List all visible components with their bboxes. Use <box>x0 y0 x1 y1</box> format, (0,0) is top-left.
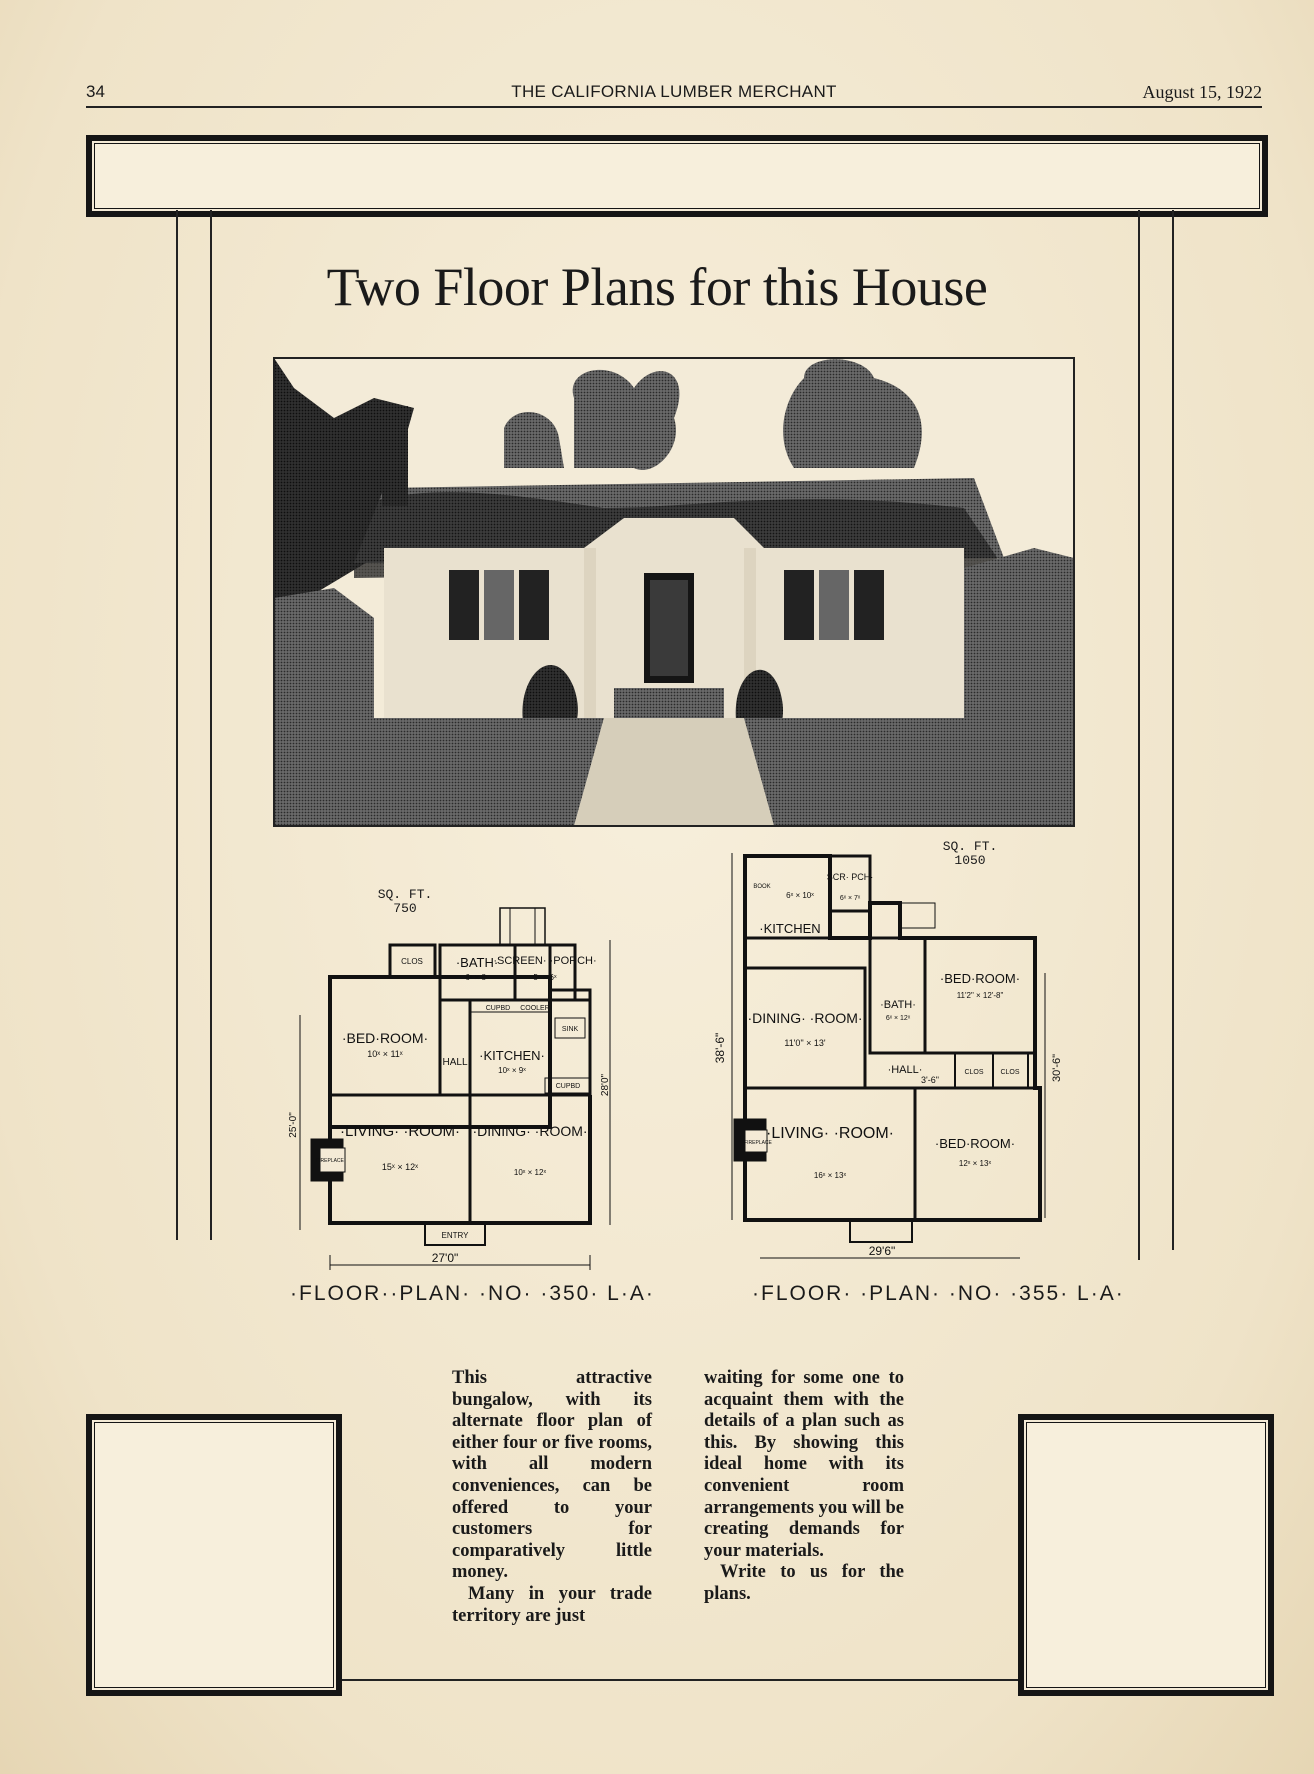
publication-name: THE CALIFORNIA LUMBER MERCHANT <box>511 82 837 101</box>
plan-b-book: BOOK <box>753 884 771 890</box>
frame-line-right-inner <box>1138 210 1140 1260</box>
plan-a-screen-porch: ·SCREEN· ·PORCH· <box>493 955 597 967</box>
plan-b-dining-room: ·DINING· ·ROOM· <box>747 1010 863 1026</box>
plan-b-hall: ·HALL· <box>887 1064 923 1076</box>
plan-b-kitchen-size: 6ˣ × 10ˣ <box>786 891 814 900</box>
plan-a-kitchen-size: 10ˣ × 9ˣ <box>498 1066 526 1075</box>
plan-a-sink: SINK <box>561 1026 579 1033</box>
plan-a-bath-size: 6ˣ × 8ˣ <box>465 973 489 982</box>
plan-a-bed-room: ·BED·ROOM· <box>341 1030 429 1046</box>
frame-line-bottom <box>340 1679 1024 1681</box>
plan-b-clos-2: CLOS <box>1000 1069 1020 1076</box>
frame-line-left-inner <box>210 210 212 1240</box>
plan-b-fireplace: FIREPLACE <box>744 1140 772 1146</box>
plan-b-bath: ·BATH· <box>880 999 916 1011</box>
plan-a-caption: ·FLOOR··PLAN· ·NO· ·350· L·A· <box>290 1282 655 1305</box>
plan-a-hall: HALL <box>442 1057 468 1068</box>
plan-b-sqft-label: SQ. FT. <box>942 839 998 854</box>
plan-a-living-room-size: 15ˣ × 12ˣ <box>381 1162 419 1172</box>
plan-a-clos: CLOS <box>401 957 423 966</box>
plan-a-dining-room: ·DINING· ·ROOM· <box>472 1123 588 1139</box>
column-right-paragraph-1: waiting for some one to acquaint them with the details of a plan such as this. By showing this ideal home with its convenient room arrangements you will be creating demands for your materials. <box>704 1368 904 1561</box>
plan-b-bed-room-1-size: 11'2" × 12'-8" <box>956 991 1004 1000</box>
top-frame-box <box>86 135 1268 217</box>
bottom-right-box <box>1018 1414 1274 1696</box>
plan-b-bed-room-2-size: 12ˣ × 13ˣ <box>958 1159 992 1168</box>
plan-b-dining-room-size: 11'0" × 13' <box>784 1038 826 1048</box>
plan-a-cupbd-2: CUPBD <box>555 1083 581 1090</box>
plan-a-kitchen: ·KITCHEN· <box>479 1048 545 1063</box>
plan-b-caption: ·FLOOR· ·PLAN· ·NO· ·355· L·A· <box>752 1282 1125 1305</box>
plan-a-bed-room-size: 10ˣ × 11ˣ <box>367 1049 403 1059</box>
plan-a-fireplace: FIREPLACE <box>316 1158 344 1164</box>
issue-date: August 15, 1922 <box>1142 82 1262 102</box>
page-number: 34 <box>86 82 105 101</box>
frame-line-left-outer <box>176 210 178 1240</box>
floor-plan-355 <box>700 848 1063 1268</box>
column-left-paragraph-2: Many in your trade territory are just <box>452 1583 652 1626</box>
plan-a-sqft-value: 750 <box>393 901 417 916</box>
plan-a-living-room: ·LIVING· ·ROOM· <box>340 1123 460 1140</box>
frame-line-right-outer <box>1172 210 1174 1250</box>
plan-b-depth-left: 38'-6" <box>713 1032 727 1064</box>
house-photograph <box>274 358 1074 826</box>
plan-b-scr-pch: SCR· PCH· <box>826 872 874 882</box>
plan-b-bath-size: 6ˣ × 12ˣ <box>885 1015 911 1022</box>
plan-a-cooler: COOLER <box>520 1005 550 1012</box>
plan-b-living-room: ·LIVING· ·ROOM· <box>766 1125 894 1142</box>
text-column-left <box>452 1368 652 1627</box>
column-right-paragraph-2: Write to us for the plans. <box>704 1562 904 1604</box>
article-title: Two Floor Plans for this House <box>326 257 988 317</box>
plan-b-depth-right: 30'-6" <box>1051 1053 1063 1083</box>
plan-b-sqft-value: 1050 <box>954 853 986 868</box>
plan-b-width: 29'6" <box>868 1244 896 1258</box>
running-header <box>86 80 1262 108</box>
plan-a-depth-left: 25'-0" <box>288 1112 299 1138</box>
plan-b-living-room-size: 16ˣ × 13ˣ <box>813 1171 847 1180</box>
plan-b-scr-pch-size: 6ˣ × 7ˣ <box>839 895 861 902</box>
plan-a-entry: ENTRY <box>441 1231 469 1240</box>
plan-a-bath: ·BATH· <box>455 955 499 970</box>
plan-a-cupbd: CUPBD <box>485 1005 511 1012</box>
plan-a-sqft-label: SQ. FT. <box>377 887 433 902</box>
plan-b-bed-room-2: ·BED·ROOM· <box>934 1136 1016 1151</box>
plan-a-depth-right: 28'0" <box>600 1073 611 1097</box>
plan-a-dining-room-size: 10ˣ × 12ˣ <box>513 1168 547 1177</box>
text-column-right <box>704 1368 904 1606</box>
bottom-left-box <box>86 1414 342 1696</box>
plan-a-width: 27'0" <box>431 1251 459 1265</box>
column-left-paragraph-1: This attractive bungalow, with its alternate floor plan of either four or five rooms, with all modern conveniences, can be offered to your customers for comparatively little money. <box>452 1368 652 1583</box>
plan-b-bed-room-1: ·BED·ROOM· <box>939 971 1021 986</box>
plan-b-kitchen: ·KITCHEN <box>759 921 821 936</box>
plan-a-screen-porch-size: 5ˣ × 6ˣ <box>533 973 557 982</box>
floor-plan-350 <box>290 900 630 1270</box>
plan-b-hall-width: 3'-6" <box>921 1075 939 1085</box>
plan-b-clos-1: CLOS <box>964 1069 984 1076</box>
